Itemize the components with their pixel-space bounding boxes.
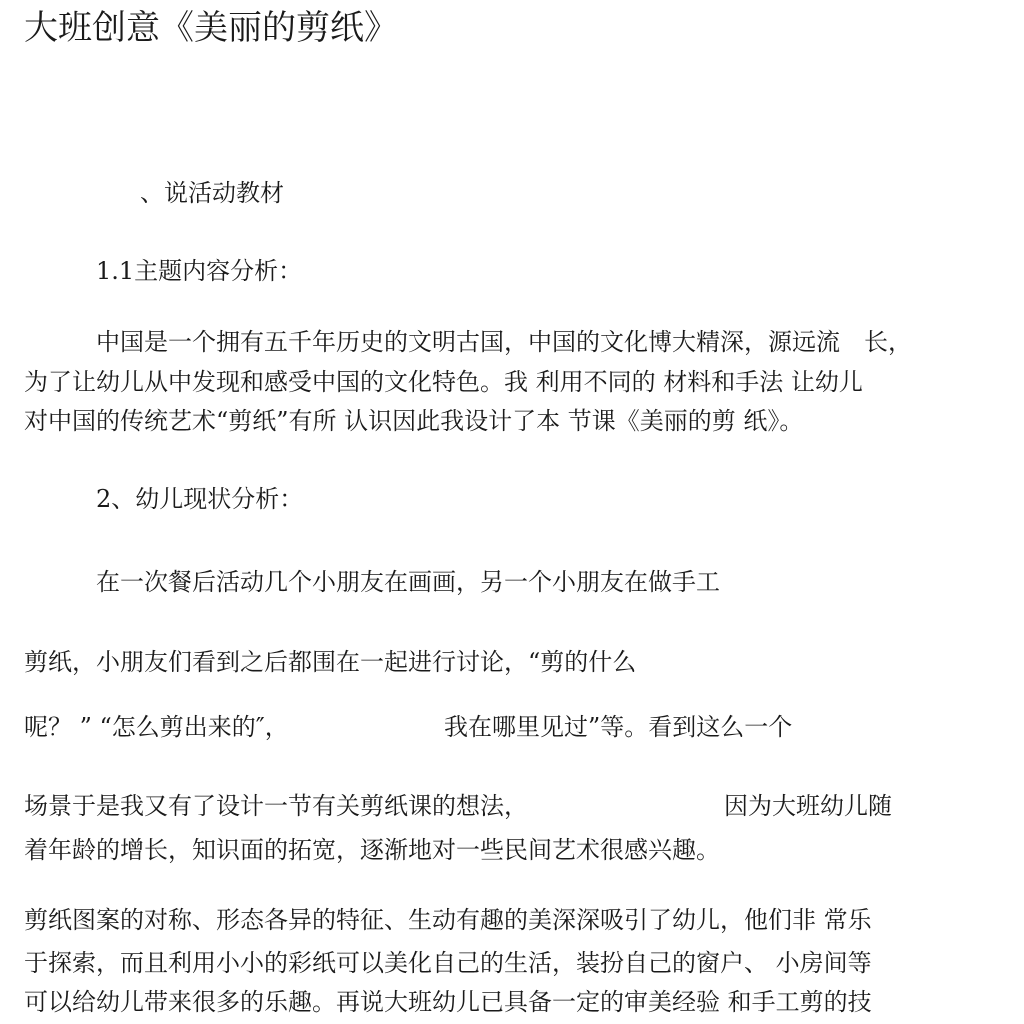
- paragraph-2-line-3-part-2: 我在哪里见过”等。看到这么一个: [444, 713, 793, 741]
- subsection-heading-2: 2、幼儿现状分析：: [96, 485, 304, 513]
- paragraph-2-line-1: 在一次餐后活动几个小朋友在画画，另一个小朋友在做手工: [96, 568, 720, 596]
- paragraph-3-line-1: 剪纸图案的对称、形态各异的特征、生动有趣的美深深吸引了幼儿，他们非 常乐: [24, 906, 872, 934]
- paragraph-2-line-5: 着年龄的增长，知识面的拓宽，逐渐地对一些民间艺术很感兴趣。: [24, 836, 720, 864]
- paragraph-1-line-2: 为了让幼儿从中发现和感受中国的文化特色。我 利用不同的 材料和手法 让幼儿: [24, 368, 863, 396]
- paragraph-3-line-2: 于探索，而且利用小小的彩纸可以美化自己的生活，装扮自己的窗户、 小房间等: [24, 949, 872, 977]
- paragraph-1-line-3: 对中国的传统艺术“剪纸”有所 认识因此我设计了本 节课《美丽的剪 纸》。: [24, 407, 804, 435]
- paragraph-2-line-3-part-1: 呢？ ” “怎么剪出来的″，: [24, 713, 289, 741]
- paragraph-2-line-2: 剪纸，小朋友们看到之后都围在一起进行讨论，“剪的什么: [24, 648, 637, 676]
- subsection-heading-1: 1.1主题内容分析：: [96, 257, 303, 285]
- paragraph-2-line-4-part-2: 因为大班幼儿随: [724, 792, 892, 820]
- section-heading: 、说活动教材: [140, 179, 284, 207]
- document-title: 大班创意《美丽的剪纸》: [24, 8, 398, 48]
- paragraph-2-line-4-part-1: 场景于是我又有了设计一节有关剪纸课的想法，: [24, 792, 528, 820]
- paragraph-3-line-3: 可以给幼儿带来很多的乐趣。再说大班幼儿已具备一定的审美经验 和手工剪的技: [24, 988, 872, 1016]
- paragraph-1-line-1: 中国是一个拥有五千年历史的文明古国，中国的文化博大精深，源远流 长，: [96, 328, 912, 356]
